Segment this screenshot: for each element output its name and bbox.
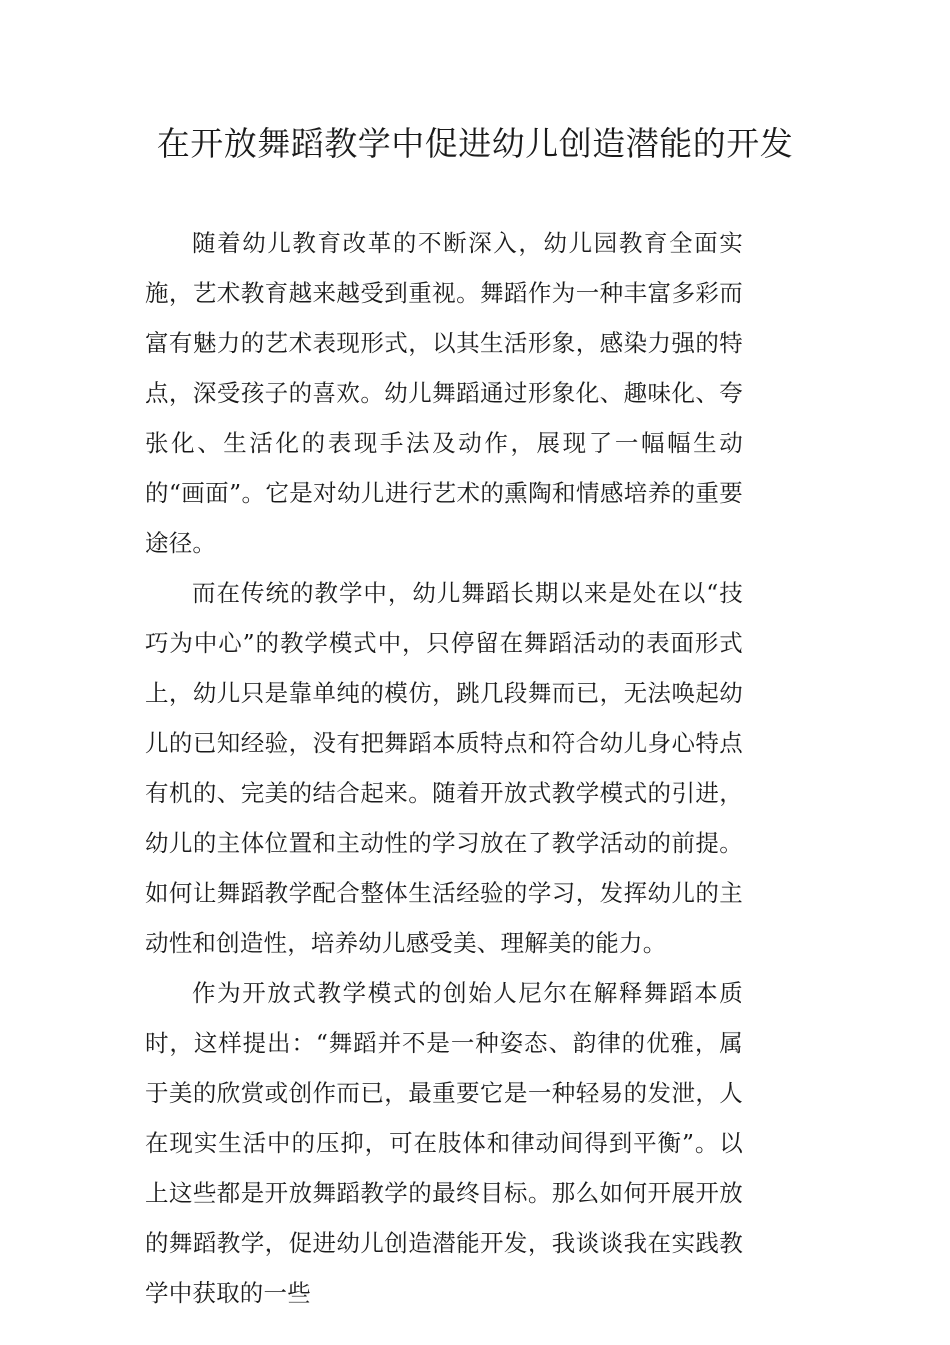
document-title: 在开放舞蹈教学中促进幼儿创造潜能的开发 (156, 124, 794, 163)
paragraph-3: 作为开放式教学模式的创始人尼尔在解释舞蹈本质时，这样提出：“舞蹈并不是一种姿态、韵律的优雅，属于美的欣赏或创作而已，最重要它是一种轻易的发泄，人在现实生活中的压抑，可在肢体和律动间得到平衡”。以上这些都是开放舞蹈教学的最终目标。那么如何开展开放的舞蹈教学，促进幼儿创造潜能开发，我谈谈我在实践教学中获取的一些 (145, 979, 743, 1307)
paragraph-1: 随着幼儿教育改革的不断深入，幼儿园教育全面实施，艺术教育越来越受到重视。舞蹈作为一种丰富多彩而富有魅力的艺术表现形式，以其生活形象，感染力强的特点，深受孩子的喜欢。幼儿舞蹈通过形象化、趣味化、夸张化、生活化的表现手法及动作，展现了一幅幅生动的“画面”。它是对幼儿进行艺术的熏陶和情感培养的重要途径。 (145, 229, 743, 557)
document-body (145, 218, 743, 1318)
paragraph-2: 而在传统的教学中，幼儿舞蹈长期以来是处在以“技巧为中心”的教学模式中，只停留在舞蹈活动的表面形式上，幼儿只是靠单纯的模仿，跳几段舞而已，无法唤起幼儿的已知经验，没有把舞蹈本质特点和符合幼儿身心特点有机的、完美的结合起来。随着开放式教学模式的引进，幼儿的主体位置和主动性的学习放在了教学活动的前提。如何让舞蹈教学配合整体生活经验的学习，发挥幼儿的主动性和创造性，培养幼儿感受美、理解美的能力。 (145, 579, 743, 957)
